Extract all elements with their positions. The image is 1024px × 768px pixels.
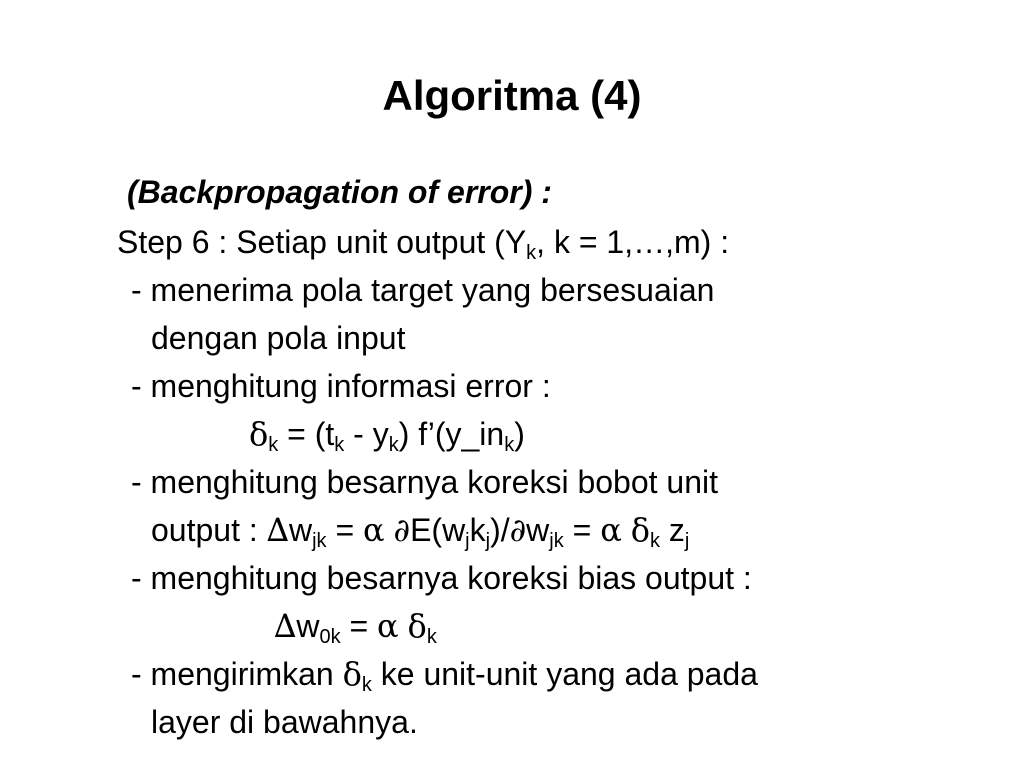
subscript: j: [684, 530, 690, 552]
bullet-send-delta: [131, 654, 758, 694]
subscript: k: [504, 434, 515, 456]
equation-text: z: [659, 512, 685, 548]
equation-weight-correction: [151, 510, 689, 550]
bullet-weight-correction: - menghitung besarnya koreksi bobot unit: [131, 464, 719, 500]
alpha-symbol: α: [363, 511, 385, 549]
slide-title: Algoritma (4): [382, 72, 642, 119]
step-text-1: Step 6 : Setiap unit output (Y: [117, 224, 527, 260]
partial-symbol: ∂: [509, 511, 527, 549]
equation-bias-correction: [274, 606, 437, 646]
delta-capital-symbol: ∆: [266, 511, 289, 549]
subscript: k: [334, 434, 345, 456]
subscript: j: [465, 530, 470, 552]
subscript: k: [388, 434, 399, 456]
subscript: k: [426, 626, 437, 648]
bullet-bias-correction: - menghitung besarnya koreksi bias output :: [131, 560, 752, 596]
subscript: k: [361, 674, 372, 696]
equation-text: E(w: [410, 512, 466, 548]
delta-capital-symbol: ∆: [274, 607, 297, 645]
bullet-receive-target-cont: dengan pola input: [151, 320, 406, 356]
equation-space: [622, 512, 631, 548]
subscript: 0k: [319, 626, 341, 648]
step-text-2: , k = 1,…,m) :: [536, 224, 730, 260]
partial-symbol: ∂: [393, 511, 411, 549]
equation-text: output :: [151, 512, 267, 548]
subscript: k: [268, 434, 279, 456]
bullet-compute-error: - menghitung informasi error :: [131, 368, 551, 404]
subscript: jk: [312, 530, 327, 552]
subscript: j: [485, 530, 491, 552]
equation-text: =: [563, 512, 601, 548]
equation-text: w: [296, 608, 320, 644]
equation-space: [385, 512, 394, 548]
equation-text: ): [514, 416, 525, 452]
equation-text: = (t: [278, 416, 335, 452]
delta-symbol: δ: [630, 511, 650, 549]
subscript: k: [649, 530, 660, 552]
step-subscript-k: k: [526, 242, 537, 264]
alpha-symbol: α: [600, 511, 622, 549]
equation-text: - y: [344, 416, 389, 452]
delta-symbol: δ: [407, 607, 427, 645]
subscript: jk: [549, 530, 564, 552]
equation-text: =: [340, 608, 378, 644]
equation-space: [399, 608, 408, 644]
equation-text: k: [469, 512, 486, 548]
step-6-line: [117, 222, 729, 262]
equation-delta-k: [249, 414, 525, 454]
bullet-receive-target: - menerima pola target yang bersesuaian: [131, 272, 715, 308]
delta-symbol: δ: [249, 415, 269, 453]
section-subtitle: (Backpropagation of error) :: [127, 174, 552, 210]
alpha-symbol: α: [377, 607, 399, 645]
equation-text: =: [326, 512, 364, 548]
equation-text: ) f’(y_in: [398, 416, 505, 452]
bullet-text: ke unit-unit yang ada pada: [371, 656, 758, 692]
equation-text: )/: [490, 512, 510, 548]
equation-text: w: [526, 512, 550, 548]
equation-text: w: [288, 512, 313, 548]
bullet-send-delta-cont: layer di bawahnya.: [151, 704, 418, 740]
bullet-text: - mengirimkan: [131, 656, 343, 692]
delta-symbol: δ: [342, 655, 362, 693]
